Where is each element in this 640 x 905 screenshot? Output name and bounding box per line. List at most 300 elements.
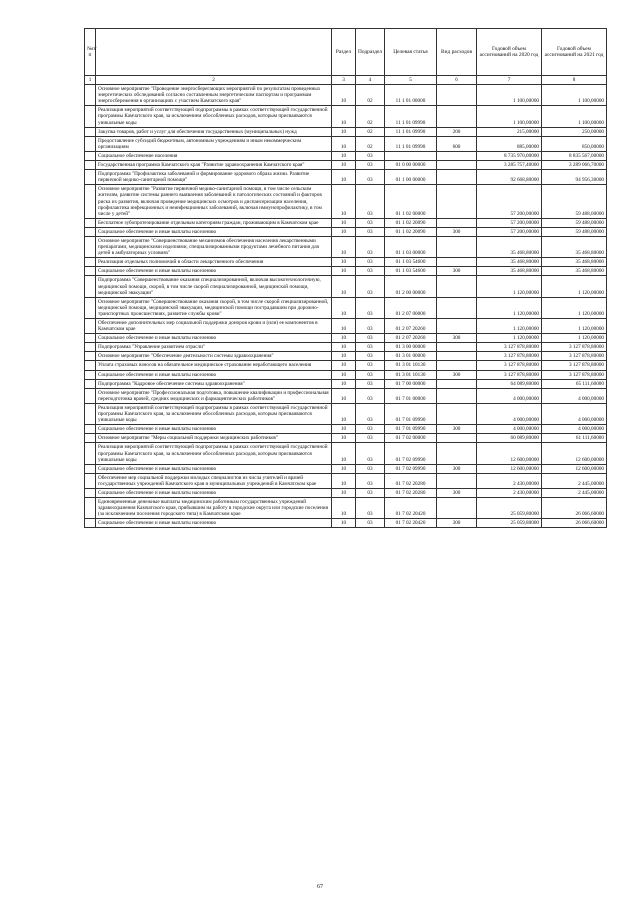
row-name-cell: Социальное обеспечение и иные выплаты населению: [96, 488, 332, 497]
row-target-cell: 01 1 03 54600: [385, 267, 437, 276]
row-subsection-cell: 03: [356, 151, 385, 160]
table-row: [85, 136, 607, 151]
row-2021-cell: 12 600,00000: [542, 464, 607, 473]
row-name-cell: Социальное обеспечение и иные выплаты населению: [96, 370, 332, 379]
row-exptype-cell: [437, 379, 477, 388]
row-index-cell: [85, 343, 96, 352]
row-subsection-cell: 03: [356, 218, 385, 227]
table-row: [85, 276, 607, 297]
row-subsection-cell: 03: [356, 352, 385, 361]
row-target-cell: 11 1 01 09990: [385, 127, 437, 136]
row-exptype-cell: [437, 473, 477, 488]
header-row: [85, 29, 607, 76]
row-subsection-cell: 03: [356, 334, 385, 343]
row-subsection-cell: 03: [356, 227, 385, 236]
table-row: [85, 425, 607, 434]
row-2021-cell: 3 289 066,70000: [542, 161, 607, 170]
row-exptype-cell: 200: [437, 127, 477, 136]
row-2020-cell: 3 127 878,80000: [477, 352, 542, 361]
row-2021-cell: 3 127 878,80000: [542, 352, 607, 361]
row-exptype-cell: [437, 297, 477, 318]
table-row: [85, 227, 607, 236]
row-2020-cell: 1 120,00000: [477, 297, 542, 318]
table-row: [85, 388, 607, 403]
row-subsection-cell: 03: [356, 443, 385, 464]
row-target-cell: 01 1 02 20090: [385, 227, 437, 236]
row-name-cell: Основное мероприятие "Совершенствование оказания скорой, в том числе скорой специализированной, медицинской помощи, медицинской эвакуации, медицинской помощи пострадавшим при дорожно-транспортных происшествиях, развитие службы крови": [96, 297, 332, 318]
row-subsection-cell: 03: [356, 267, 385, 276]
row-exptype-cell: [437, 161, 477, 170]
table-row: [85, 319, 607, 334]
row-name-cell: Реализация отдельных полномочий в области лекарственного обеспечения: [96, 258, 332, 267]
row-name-cell: Реализация мероприятий соответствующей подпрограммы в рамках соответствующей государственной программы Камчатского края, за исключением обособленных расходов, которым присваиваются уникальные коды: [96, 403, 332, 424]
row-name-cell: Обеспечение дополнительных мер социальной поддержки доноров крови и (или) ее компонентов в Камчатском крае: [96, 319, 332, 334]
row-2021-cell: 1 120,00000: [542, 319, 607, 334]
row-target-cell: 11 1 01 09990: [385, 106, 437, 127]
row-2021-cell: 2 445,00000: [542, 473, 607, 488]
row-2021-cell: 94 956,30000: [542, 170, 607, 185]
row-target-cell: 01 7 02 20420: [385, 498, 437, 519]
table-row: [85, 170, 607, 185]
row-exptype-cell: 300: [437, 519, 477, 528]
row-subsection-cell: 02: [356, 106, 385, 127]
row-exptype-cell: [437, 434, 477, 443]
row-subsection-cell: 03: [356, 464, 385, 473]
col-2020-header: Годовой объем ассигнований на 2020 год: [477, 29, 542, 76]
row-exptype-cell: 300: [437, 370, 477, 379]
page-number: 67: [317, 884, 323, 890]
row-index-cell: [85, 334, 96, 343]
row-2020-cell: 12 600,00000: [477, 443, 542, 464]
row-2020-cell: 12 600,00000: [477, 464, 542, 473]
table-row: [85, 267, 607, 276]
row-target-cell: 01 3 01 00000: [385, 352, 437, 361]
row-2020-cell: 885,00000: [477, 136, 542, 151]
row-section-cell: 10: [332, 334, 356, 343]
column-number: 7: [477, 76, 542, 85]
row-name-cell: Социальное обеспечение и иные выплаты населению: [96, 334, 332, 343]
table-row: [85, 379, 607, 388]
row-name-cell: Предоставление субсидий бюджетным, автономным учреждениям и иным некоммерческим организациям: [96, 136, 332, 151]
row-subsection-cell: 03: [356, 319, 385, 334]
column-number: 5: [385, 76, 437, 85]
table-row: [85, 443, 607, 464]
row-index-cell: [85, 352, 96, 361]
row-index-cell: [85, 170, 96, 185]
row-section-cell: 10: [332, 227, 356, 236]
column-number-row: [85, 76, 607, 85]
row-2020-cell: 3 127 878,80000: [477, 370, 542, 379]
row-target-cell: 01 2 07 20260: [385, 319, 437, 334]
row-target-cell: 01 7 01 09990: [385, 425, 437, 434]
row-index-cell: [85, 319, 96, 334]
col-exptype-header: Вид расходов: [437, 29, 477, 76]
row-name-cell: Подпрограмма "Профилактика заболеваний и формирование здорового образа жизни. Развитие первичной медико-санитарной помощи": [96, 170, 332, 185]
row-2020-cell: 4 000,00000: [477, 388, 542, 403]
row-name-cell: Единовременные денежные выплаты медицинским работникам государственных учреждений здравоохранения Камчатского края, прибывшим на работу в городские округа или городские поселения (за исключением поселения городского типа) в Камчатском крае: [96, 498, 332, 519]
row-section-cell: 10: [332, 403, 356, 424]
row-section-cell: 10: [332, 361, 356, 370]
row-2021-cell: 850,00000: [542, 136, 607, 151]
row-2020-cell: 35 468,80000: [477, 267, 542, 276]
row-target-cell: 11 1 01 09990: [385, 136, 437, 151]
row-2020-cell: 2 430,00000: [477, 488, 542, 497]
row-2021-cell: 26 066,60000: [542, 498, 607, 519]
row-exptype-cell: 300: [437, 334, 477, 343]
row-name-cell: Социальное обеспечение населения: [96, 151, 332, 160]
row-2021-cell: 1 100,00000: [542, 85, 607, 106]
row-2020-cell: 35 468,80000: [477, 236, 542, 257]
row-subsection-cell: 03: [356, 185, 385, 218]
table-row: [85, 370, 607, 379]
table-row: [85, 185, 607, 218]
row-exptype-cell: [437, 361, 477, 370]
row-name-cell: Социальное обеспечение и иные выплаты населению: [96, 519, 332, 528]
row-2021-cell: 2 445,00000: [542, 488, 607, 497]
row-name-cell: Государственная программа Камчатского края "Развитие здравоохранения Камчатского края": [96, 161, 332, 170]
row-section-cell: 10: [332, 127, 356, 136]
row-exptype-cell: [437, 106, 477, 127]
row-target-cell: 01 7 02 09990: [385, 443, 437, 464]
row-target-cell: 01 7 02 09990: [385, 464, 437, 473]
row-section-cell: 10: [332, 106, 356, 127]
row-index-cell: [85, 85, 96, 106]
row-target-cell: 01 1 03 54600: [385, 258, 437, 267]
row-section-cell: 10: [332, 319, 356, 334]
row-index-cell: [85, 488, 96, 497]
row-2021-cell: 12 600,00000: [542, 443, 607, 464]
table-row: [85, 464, 607, 473]
row-subsection-cell: 03: [356, 161, 385, 170]
row-name-cell: Основное мероприятие "Профессиональная подготовка, повышение квалификации и профессиональная переподготовка врачей, средних медицинских и фармацевтических работников": [96, 388, 332, 403]
table-row: [85, 297, 607, 318]
col-2021-header: Годовой объем ассигнований на 2021 год: [542, 29, 607, 76]
row-2020-cell: 1 120,00000: [477, 334, 542, 343]
row-exptype-cell: [437, 319, 477, 334]
row-2021-cell: 250,00000: [542, 127, 607, 136]
row-subsection-cell: 03: [356, 276, 385, 297]
row-name-cell: Основное мероприятие "Проведение энергосберегающих мероприятий по результатам проведенных энергетических обследований согласно составленным энергетическим паспортам и программам энергосбережения в организациях с участием Камчатского края": [96, 85, 332, 106]
row-exptype-cell: 300: [437, 464, 477, 473]
row-index-cell: [85, 218, 96, 227]
row-exptype-cell: [437, 185, 477, 218]
row-2020-cell: 25 059,80000: [477, 519, 542, 528]
row-exptype-cell: [437, 170, 477, 185]
row-index-cell: [85, 297, 96, 318]
row-subsection-cell: 02: [356, 136, 385, 151]
row-index-cell: [85, 443, 96, 464]
row-2020-cell: 3 127 878,80000: [477, 343, 542, 352]
row-section-cell: 10: [332, 352, 356, 361]
row-name-cell: Реализация мероприятий соответствующей подпрограммы в рамках соответствующей государственной программы Камчатского края, за исключением обособленных расходов, которым присваиваются уникальные коды: [96, 106, 332, 127]
row-exptype-cell: [437, 343, 477, 352]
row-index-cell: [85, 434, 96, 443]
row-2020-cell: 4 000,00000: [477, 425, 542, 434]
table-row: [85, 334, 607, 343]
table-row: [85, 352, 607, 361]
row-2021-cell: 26 066,60000: [542, 519, 607, 528]
row-section-cell: 10: [332, 267, 356, 276]
table-row: [85, 488, 607, 497]
row-exptype-cell: [437, 218, 477, 227]
row-subsection-cell: 03: [356, 498, 385, 519]
row-subsection-cell: 02: [356, 127, 385, 136]
row-exptype-cell: [437, 276, 477, 297]
row-index-cell: [85, 106, 96, 127]
row-target-cell: 01 7 01 09990: [385, 403, 437, 424]
row-section-cell: 10: [332, 297, 356, 318]
table-row: [85, 85, 607, 106]
row-section-cell: 10: [332, 443, 356, 464]
row-target-cell: 01 7 00 00000: [385, 379, 437, 388]
row-2020-cell: 1 120,00000: [477, 276, 542, 297]
row-2020-cell: 8 735 970,00000: [477, 151, 542, 160]
row-section-cell: 10: [332, 218, 356, 227]
row-subsection-cell: 03: [356, 425, 385, 434]
col-target-header: Целевая статья: [385, 29, 437, 76]
row-subsection-cell: 03: [356, 519, 385, 528]
row-target-cell: 01 7 01 00000: [385, 388, 437, 403]
table-row: [85, 403, 607, 424]
row-index-cell: [85, 185, 96, 218]
row-2021-cell: 1 120,00000: [542, 334, 607, 343]
row-target-cell: 01 2 07 20260: [385, 334, 437, 343]
row-exptype-cell: [437, 236, 477, 257]
row-target-cell: 01 0 00 00000: [385, 161, 437, 170]
row-2021-cell: 61 111,60000: [542, 434, 607, 443]
row-name-cell: Основное мероприятие "Развитие первичной медико-санитарной помощи, в том числе сельским жителям, развитие системы раннего выявления заболеваний и патологических состояний и факторов риска их развития, включая проведение медицинских осмотров и диспансеризации населения, профилактика инфекционных и неинфекционных заболеваний, включая иммунопрофилактику, в том числе у детей": [96, 185, 332, 218]
table-body: [85, 85, 607, 528]
table-row: [85, 161, 607, 170]
row-name-cell: Обеспечение мер социальной поддержки молодых специалистов из числа учителей и врачей государственных учреждений Камчатского края и муниципальных учреждений в Камчатском крае: [96, 473, 332, 488]
table-row: [85, 434, 607, 443]
col-section-header: Раздел: [332, 29, 356, 76]
row-target-cell: 01 7 02 20280: [385, 488, 437, 497]
row-target-cell: 01 2 07 00000: [385, 297, 437, 318]
table-row: [85, 218, 607, 227]
row-exptype-cell: [437, 498, 477, 519]
row-index-cell: [85, 388, 96, 403]
table-row: [85, 473, 607, 488]
column-number: 8: [542, 76, 607, 85]
row-2021-cell: 4 000,00000: [542, 403, 607, 424]
row-target-cell: 01 1 03 00000: [385, 236, 437, 257]
row-subsection-cell: 02: [356, 85, 385, 106]
column-number: 2: [96, 76, 332, 85]
row-index-cell: [85, 370, 96, 379]
table-row: [85, 106, 607, 127]
row-index-cell: [85, 379, 96, 388]
row-subsection-cell: 03: [356, 473, 385, 488]
table-row: [85, 258, 607, 267]
row-2021-cell: 1 120,00000: [542, 276, 607, 297]
row-subsection-cell: 03: [356, 170, 385, 185]
row-exptype-cell: [437, 443, 477, 464]
row-section-cell: 10: [332, 236, 356, 257]
table-row: [85, 498, 607, 519]
row-section-cell: 10: [332, 473, 356, 488]
row-subsection-cell: 03: [356, 236, 385, 257]
budget-table-sheet: [84, 28, 606, 528]
row-subsection-cell: 03: [356, 297, 385, 318]
row-2020-cell: 92 668,80000: [477, 170, 542, 185]
row-subsection-cell: 03: [356, 361, 385, 370]
row-exptype-cell: 300: [437, 227, 477, 236]
row-2020-cell: 57 200,00000: [477, 218, 542, 227]
row-index-cell: [85, 473, 96, 488]
row-index-cell: [85, 276, 96, 297]
row-exptype-cell: [437, 388, 477, 403]
row-name-cell: Бесплатное зубопротезирование отдельным категориям граждан, проживающим в Камчатском крае: [96, 218, 332, 227]
row-exptype-cell: [437, 352, 477, 361]
row-index-cell: [85, 403, 96, 424]
row-target-cell: 01 1 00 00000: [385, 170, 437, 185]
row-2020-cell: 60 089,80000: [477, 434, 542, 443]
row-2020-cell: 215,00000: [477, 127, 542, 136]
column-number: 1: [85, 76, 96, 85]
table-row: [85, 236, 607, 257]
row-name-cell: Социальное обеспечение и иные выплаты населению: [96, 425, 332, 434]
row-subsection-cell: 03: [356, 370, 385, 379]
row-subsection-cell: 03: [356, 379, 385, 388]
row-name-cell: Закупка товаров, работ и услуг для обеспечения государственных (муниципальных) нужд: [96, 127, 332, 136]
col-num-header: №п/п: [85, 29, 96, 76]
row-2021-cell: 4 000,00000: [542, 388, 607, 403]
row-name-cell: Реализация мероприятий соответствующей подпрограммы в рамках соответствующей государственной программы Камчатского края, за исключением обособленных расходов, которым присваиваются уникальные коды: [96, 443, 332, 464]
row-subsection-cell: 03: [356, 403, 385, 424]
row-2020-cell: 2 430,00000: [477, 473, 542, 488]
row-name-cell: Основное мероприятие "Обеспечение деятельности системы здравоохранения": [96, 352, 332, 361]
row-2021-cell: 35 468,80000: [542, 236, 607, 257]
row-subsection-cell: 03: [356, 258, 385, 267]
row-index-cell: [85, 519, 96, 528]
row-2020-cell: 3 127 878,80000: [477, 361, 542, 370]
row-exptype-cell: 300: [437, 267, 477, 276]
row-exptype-cell: [437, 403, 477, 424]
row-target-cell: 01 1 02 00000: [385, 185, 437, 218]
row-section-cell: 10: [332, 519, 356, 528]
row-2020-cell: 57 200,00000: [477, 185, 542, 218]
budget-table: [84, 28, 607, 528]
row-target-cell: 01 3 01 10130: [385, 361, 437, 370]
row-section-cell: 10: [332, 276, 356, 297]
row-index-cell: [85, 361, 96, 370]
row-2021-cell: 1 120,00000: [542, 297, 607, 318]
row-2021-cell: 3 127 878,80000: [542, 361, 607, 370]
row-index-cell: [85, 236, 96, 257]
row-2021-cell: 3 127 878,80000: [542, 343, 607, 352]
table-row: [85, 151, 607, 160]
row-subsection-cell: 03: [356, 434, 385, 443]
row-2020-cell: 64 089,80000: [477, 379, 542, 388]
row-2021-cell: 65 111,60000: [542, 379, 607, 388]
row-exptype-cell: [437, 85, 477, 106]
row-section-cell: 10: [332, 498, 356, 519]
row-2020-cell: 1 100,00000: [477, 106, 542, 127]
row-index-cell: [85, 425, 96, 434]
row-target-cell: 01 2 00 00000: [385, 276, 437, 297]
row-index-cell: [85, 498, 96, 519]
column-number: 3: [332, 76, 356, 85]
row-section-cell: 10: [332, 434, 356, 443]
row-target-cell: 01 3 01 10130: [385, 370, 437, 379]
row-2021-cell: 59 488,00000: [542, 185, 607, 218]
row-2021-cell: 3 127 878,80000: [542, 370, 607, 379]
row-target-cell: 11 1 01 00000: [385, 85, 437, 106]
row-2020-cell: 25 059,80000: [477, 498, 542, 519]
row-exptype-cell: 600: [437, 136, 477, 151]
row-name-cell: Уплата страховых взносов на обязательное медицинское страхование неработающего населения: [96, 361, 332, 370]
row-index-cell: [85, 464, 96, 473]
row-index-cell: [85, 127, 96, 136]
row-index-cell: [85, 267, 96, 276]
row-2020-cell: 3 285 757,40000: [477, 161, 542, 170]
table-row: [85, 361, 607, 370]
row-section-cell: 10: [332, 161, 356, 170]
row-name-cell: Социальное обеспечение и иные выплаты населению: [96, 464, 332, 473]
row-target-cell: 01 7 02 20420: [385, 519, 437, 528]
row-exptype-cell: [437, 258, 477, 267]
row-target-cell: [385, 151, 437, 160]
row-2020-cell: 1 120,00000: [477, 319, 542, 334]
row-name-cell: Подпрограмма "Управление развитием отрасли": [96, 343, 332, 352]
row-exptype-cell: 300: [437, 425, 477, 434]
column-number: 6: [437, 76, 477, 85]
row-section-cell: 10: [332, 85, 356, 106]
col-name-header: [96, 29, 332, 76]
row-index-cell: [85, 258, 96, 267]
column-number: 4: [356, 76, 385, 85]
table-row: [85, 343, 607, 352]
row-2021-cell: 35 468,80000: [542, 258, 607, 267]
row-index-cell: [85, 151, 96, 160]
row-name-cell: Подпрограмма "Кадровое обеспечение системы здравоохранения": [96, 379, 332, 388]
row-name-cell: Основное мероприятие "Совершенствование механизмов обеспечения населения лекарственными препаратами, медицинскими изделиями, специализированными продуктами лечебного питания для детей в амбулаторных условиях": [96, 236, 332, 257]
row-2020-cell: 4 000,00000: [477, 403, 542, 424]
row-2021-cell: 4 000,00000: [542, 425, 607, 434]
row-section-cell: 10: [332, 488, 356, 497]
row-2020-cell: 1 100,00000: [477, 85, 542, 106]
row-2021-cell: 8 835 567,00000: [542, 151, 607, 160]
row-exptype-cell: [437, 151, 477, 160]
row-name-cell: Подпрограмма "Совершенствование оказания специализированной, включая высокотехнологичную, медицинской помощи, скорой, в том числе скорой специализированной, медицинской помощи, медицинской эвакуации": [96, 276, 332, 297]
row-name-cell: Социальное обеспечение и иные выплаты населению: [96, 227, 332, 236]
table-row: [85, 519, 607, 528]
row-2021-cell: 35 468,80000: [542, 267, 607, 276]
row-section-cell: 10: [332, 185, 356, 218]
table-row: [85, 127, 607, 136]
row-target-cell: 01 3 00 00000: [385, 343, 437, 352]
row-section-cell: 10: [332, 388, 356, 403]
row-index-cell: [85, 161, 96, 170]
row-index-cell: [85, 136, 96, 151]
row-exptype-cell: 300: [437, 488, 477, 497]
row-section-cell: 10: [332, 136, 356, 151]
row-section-cell: 10: [332, 464, 356, 473]
row-name-cell: Социальное обеспечение и иные выплаты населению: [96, 267, 332, 276]
row-2021-cell: 59 488,00000: [542, 218, 607, 227]
row-2020-cell: 35 468,80000: [477, 258, 542, 267]
row-2021-cell: 1 100,00000: [542, 106, 607, 127]
row-subsection-cell: 03: [356, 343, 385, 352]
row-section-cell: 10: [332, 370, 356, 379]
row-subsection-cell: 03: [356, 488, 385, 497]
row-section-cell: 10: [332, 343, 356, 352]
col-subsection-header: Подраздел: [356, 29, 385, 76]
row-section-cell: 10: [332, 379, 356, 388]
row-target-cell: 01 7 02 00000: [385, 434, 437, 443]
row-target-cell: 01 7 02 20280: [385, 473, 437, 488]
